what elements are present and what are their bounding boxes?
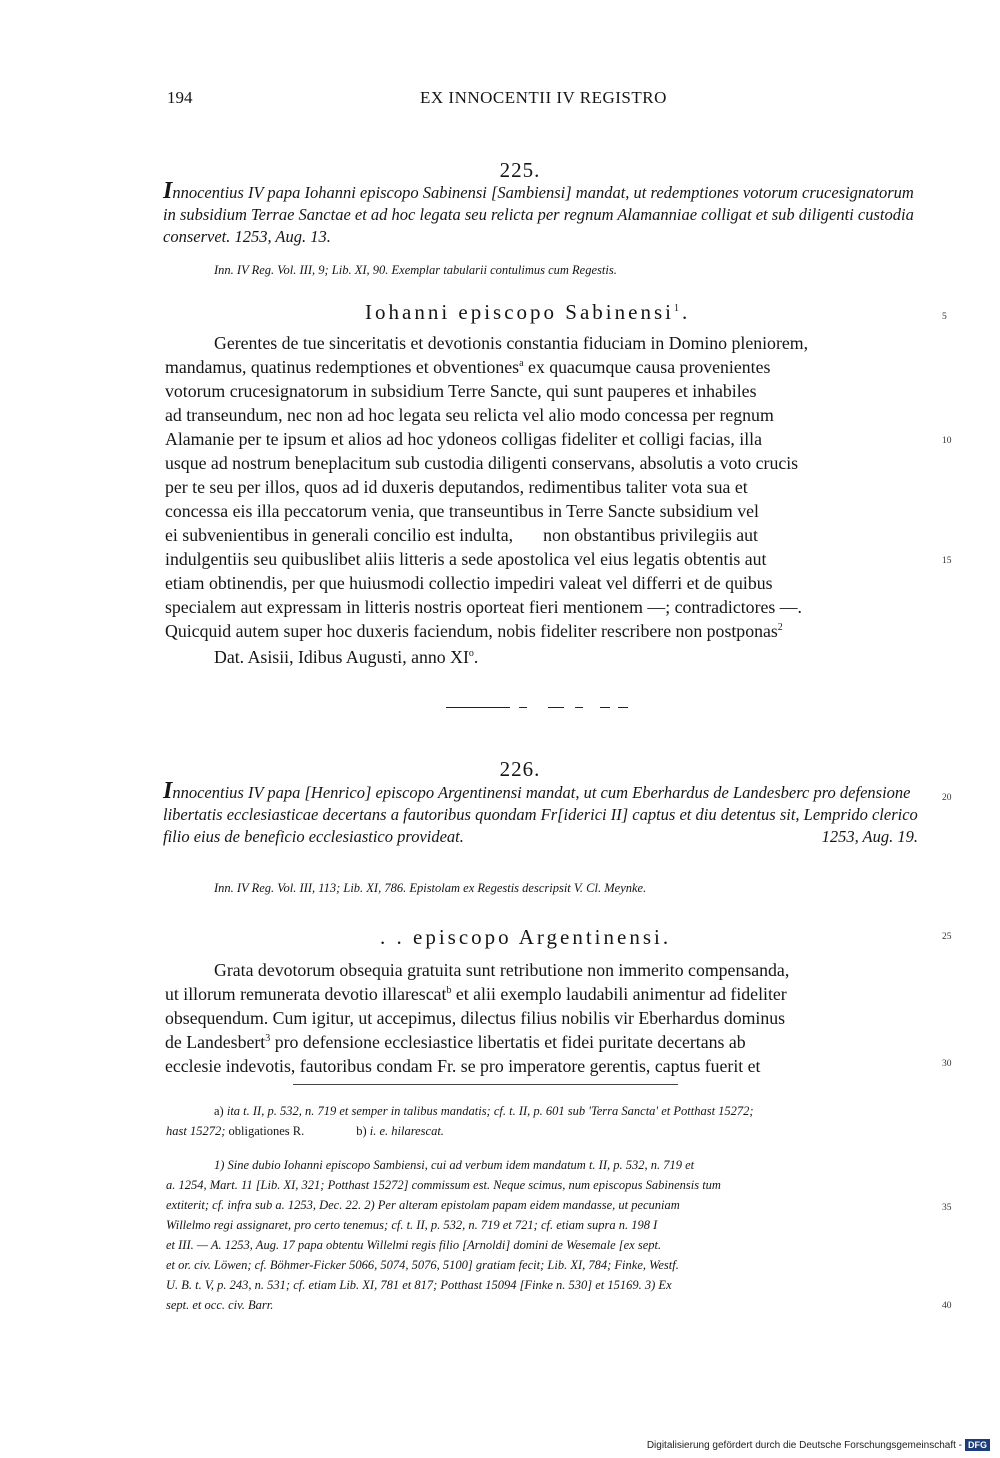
text-line: [165, 1032, 746, 1053]
document-number-226: 226.: [499, 757, 541, 781]
regest-initial: I: [163, 178, 173, 204]
footnote-line: Willelmo regi assignaret, pro certo tenemus; cf. t. II, p. 532, n. 719 et 721; cf. etiam supra n. 198 I: [166, 1218, 658, 1232]
note-text: obligationes R.: [228, 1124, 305, 1138]
note-text: hast 15272;: [166, 1124, 226, 1138]
section-divider: [548, 707, 564, 708]
section-divider: [575, 707, 583, 708]
note-ref-a: a: [519, 358, 524, 370]
document-number-225: 225.: [499, 158, 541, 182]
section-divider: [600, 707, 610, 708]
margin-line-number: 10: [942, 436, 952, 446]
note-ref-b: b: [446, 985, 452, 997]
digitization-footer: [647, 1439, 990, 1451]
address-text: Iohanni episcopo Sabinensi: [365, 300, 674, 324]
text-segment: de Landesbert: [165, 1032, 266, 1052]
text-line: Alamanie per te ipsum et alios ad hoc ydoneos colligas fideliter et colligi facias, illa: [165, 429, 762, 449]
text-segment: Quicquid autem super hoc duxeris faciendum, nobis fideliter rescribere non postponas: [165, 621, 778, 641]
footnote-line: et III. — A. 1253, Aug. 17 papa obtentu Willelmi regis filio [Arnoldi] domini de Wesemale [ex sept.: [166, 1238, 662, 1252]
text-line: indulgentiis seu quibuslibet aliis litteris a sede apostolica vel eius legatis obtentis aut: [165, 549, 767, 569]
text-line: etiam obtinendis, per que huiusmodi collectio impediri valeat vel differri et de quibus: [165, 573, 773, 593]
margin-line-number: 30: [942, 1059, 952, 1069]
margin-line-number: 15: [942, 556, 952, 566]
running-title: EX INNOCENTII IV REGISTRO: [420, 88, 667, 107]
date-period: .: [473, 647, 479, 667]
text-line: Gerentes de tue sinceritatis et devotionis constantia fiduciam in Domino pleniorem,: [214, 333, 809, 353]
text-line: [165, 984, 787, 1005]
text-line: concessa eis illa peccatorum venia, que transeuntibus in Terre Sancte subsidium vel: [165, 501, 759, 521]
address-period: .: [681, 300, 691, 324]
regest-date: 1253, Aug. 19.: [821, 827, 918, 846]
regest-225: [163, 180, 923, 248]
text-line: [165, 525, 758, 546]
margin-line-number: 40: [942, 1301, 952, 1311]
section-divider: [519, 707, 527, 708]
regest-text: nnocentius IV papa Iohanni episcopo Sabinensi [Sambiensi] mandat, ut redemptiones votorum crucesignatorum in subsidium Terrae Sanctae et ad hoc legata seu relicta per regnum Alamanniae colligat et sub diligenti custodia conservet.: [163, 183, 914, 246]
text-segment: non obstantibus privilegiis aut: [543, 525, 758, 545]
text-line: votorum crucesignatorum in subsidium Terre Sancte, qui sunt pauperes et inhabiles: [165, 381, 757, 401]
margin-line-number: 35: [942, 1203, 952, 1213]
note-mark: b): [356, 1124, 367, 1138]
text-line: per te seu per illos, quos ad id duxeris deputandos, redimentibus taliter vota sua et: [165, 477, 748, 497]
text-line: obsequendum. Cum igitur, ut accepimus, dilectus filius nobilis vir Eberhardus dominus: [165, 1008, 786, 1028]
text-segment: pro defensione ecclesiastice libertatis et fidei puritate decertans ab: [274, 1032, 746, 1052]
text-line: [165, 621, 783, 642]
source-note-226: Inn. IV Reg. Vol. III, 113; Lib. XI, 786. Epistolam ex Regestis descripsit V. Cl. Meynke.: [214, 881, 647, 895]
dating-line: [214, 647, 478, 668]
footnote-line: et or. civ. Löwen; cf. Böhmer-Ficker 5066, 5074, 5076, 5100] gratiam fecit; Lib. XI, 784; Finke, Westf.: [166, 1258, 679, 1272]
note-mark: a): [214, 1104, 224, 1118]
footnote-line: U. B. t. V, p. 243, n. 531; cf. etiam Lib. XI, 781 et 817; Potthast 15094 [Finke n. 530] et 15169. 3) Ex: [166, 1278, 672, 1292]
footnote-line: extiterit; cf. infra sub a. 1253, Dec. 22. 2) Per alteram epistolam papam eidem mandasse, ut pecuniam: [166, 1198, 680, 1212]
text-line: ecclesie indevotis, fautoribus condam Fr. se pro imperatore gerentis, captus fuerit et: [165, 1056, 761, 1076]
footer-text: Digitalisierung gefördert durch die Deutsche Forschungsgemeinschaft -: [646, 1440, 962, 1451]
text-line: specialem aut expressam in litteris nostris oporteat fieri mentionem —; contradictores —.: [165, 597, 802, 617]
notes-separator: [293, 1084, 678, 1085]
note-text: ita t. II, p. 532, n. 719 et semper in talibus mandatis; cf. t. II, p. 601 sub 'Terra Sancta' et Potthast 15272;: [226, 1104, 754, 1118]
text-segment: ex quacumque causa provenientes: [527, 357, 771, 377]
dfg-logo: DFG: [965, 1439, 990, 1451]
regest-date: 1253, Aug. 13.: [234, 227, 331, 246]
regest-text: nnocentius IV papa [Henrico] episcopo Argentinensi mandat, ut cum Eberhardus de Landesberc pro defensione libertatis ecclesiasticae decertans a fautoribus quondam Fr[iderici II] captus et diu detentus sit, Lemprido clerico filio eius de beneficio ecclesiastico provideat.: [163, 783, 918, 846]
source-note-225: Inn. IV Reg. Vol. III, 9; Lib. XI, 90. Exemplar tabularii contulimus cum Regestis.: [214, 263, 617, 277]
regest-226: [163, 780, 918, 848]
margin-line-number: 20: [942, 793, 952, 803]
text-note-a: [214, 1104, 754, 1119]
page-number: 194: [167, 88, 193, 107]
note-text: i. e. hilarescat.: [369, 1124, 444, 1138]
text-line: usque ad nostrum beneplacitum sub custodia diligenti conservans, absolutis a voto crucis: [165, 453, 799, 473]
footnote-line: sept. et occ. civ. Barr.: [166, 1298, 274, 1312]
text-segment: mandamus, quatinus redemptiones et obventiones: [165, 357, 520, 377]
footnote-line: 1) Sine dubio Iohanni episcopo Sambiensi, cui ad verbum idem mandatum t. II, p. 532, n. 719 et: [214, 1158, 695, 1172]
text-segment: ei subvenientibus in generali concilio est indulta,: [165, 525, 514, 545]
address-225: [365, 300, 690, 325]
section-divider: [446, 707, 510, 708]
margin-line-number: 5: [942, 312, 947, 322]
regest-initial: I: [163, 778, 173, 804]
footnote-line: a. 1254, Mart. 11 [Lib. XI, 321; Potthast 15272] commissum est. Neque scimus, num episcopus Sabinensis tum: [166, 1178, 721, 1192]
address-period: .: [662, 925, 672, 949]
footnote-ref-1: 1: [673, 303, 682, 314]
margin-line-number: 25: [942, 932, 952, 942]
section-divider: [618, 707, 628, 708]
text-note-line: [166, 1124, 444, 1139]
text-line: Grata devotorum obsequia gratuita sunt retributione non immerito compensanda,: [214, 960, 790, 980]
footnote-ref-3: 3: [265, 1033, 271, 1045]
text-line: [165, 357, 770, 378]
text-segment: ut illorum remunerata devotio illarescat: [165, 984, 447, 1004]
address-226: [380, 925, 671, 950]
text-segment: et alii exemplo laudabili animentur ad fideliter: [455, 984, 787, 1004]
address-text: . . episcopo Argentinensi: [380, 925, 663, 949]
superscript-o: o: [468, 648, 474, 660]
text-segment: Dat. Asisii, Idibus Augusti, anno XI: [214, 647, 469, 667]
footnote-ref-2: 2: [777, 622, 783, 634]
text-line: ad transeundum, nec non ad hoc legata seu relicta vel alio modo concessa per regnum: [165, 405, 774, 425]
